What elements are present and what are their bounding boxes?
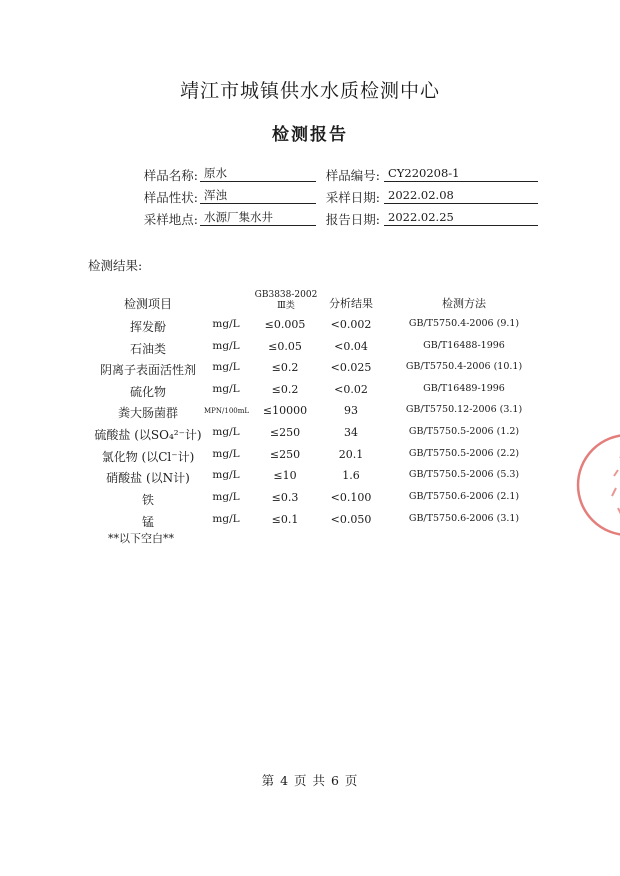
test-method: GB/T5750.6-2006 (3.1)	[408, 513, 520, 524]
table-row	[0, 404, 620, 425]
test-method: GB/T5750.5-2006 (1.2)	[408, 426, 520, 437]
standard-limit: ≤250	[269, 426, 301, 439]
sample-no-value: CY220208-1	[384, 166, 538, 182]
item-name: 挥发酚	[129, 320, 166, 334]
item-name: 硝酸盐 (以N计)	[106, 471, 190, 485]
standard-limit: ≤0.2	[271, 361, 299, 374]
sample-name-label: 样品名称:	[143, 168, 198, 183]
standard-line-1: GB3838-2002	[254, 290, 318, 300]
item-name: 硫化物	[129, 385, 166, 399]
item-name: 硫酸盐 (以SO₄²⁻计)	[94, 428, 202, 442]
sampling-site-value: 水源厂集水井	[200, 210, 316, 226]
unit: mg/L	[212, 491, 240, 503]
item-name: 粪大肠菌群	[117, 406, 178, 420]
unit: mg/L	[212, 426, 240, 438]
report-date-value: 2022.02.25	[384, 210, 538, 226]
item-name: 锰	[141, 515, 154, 529]
page-number: 第 4 页 共 6 页	[261, 773, 359, 788]
analysis-result: <0.04	[334, 340, 368, 353]
standard-line-2: Ⅲ类	[277, 301, 295, 311]
unit: mg/L	[212, 318, 240, 330]
unit: mg/L	[212, 448, 240, 460]
standard-limit: ≤0.2	[271, 383, 299, 396]
sampling-date-value: 2022.02.08	[384, 188, 538, 204]
item-name: 氯化物 (以Cl⁻计)	[101, 450, 195, 464]
analysis-result: 20.1	[338, 448, 364, 461]
item-name: 石油类	[129, 342, 166, 356]
analysis-result: <0.002	[330, 318, 372, 331]
seal-stamp	[568, 430, 620, 540]
table-row	[0, 340, 620, 361]
standard-limit: ≤0.3	[271, 491, 299, 504]
item-name: 铁	[141, 493, 154, 507]
test-method: GB/T5750.6-2006 (2.1)	[408, 491, 520, 502]
results-section-label: 检测结果:	[88, 258, 143, 273]
table-row	[0, 318, 620, 339]
analysis-result: <0.050	[330, 513, 372, 526]
column-header-standard	[248, 290, 324, 312]
sample-trait-value: 浑浊	[200, 188, 316, 204]
report-date-label: 报告日期:	[325, 212, 380, 227]
unit: mg/L	[212, 340, 240, 352]
standard-limit: ≤0.1	[271, 513, 299, 526]
standard-limit: ≤10000	[262, 404, 308, 417]
analysis-result: 34	[344, 426, 358, 439]
unit: mg/L	[212, 513, 240, 525]
sampling-date-label: 采样日期:	[325, 190, 380, 205]
table-row	[0, 361, 620, 382]
test-method: GB/T5750.4-2006 (10.1)	[405, 361, 523, 372]
item-name: 阴离子表面活性剂	[99, 363, 196, 377]
test-method: GB/T16489-1996	[423, 383, 505, 394]
table-row	[0, 426, 620, 447]
column-header-method: 检测方法	[442, 297, 486, 310]
test-method: GB/T5750.5-2006 (5.3)	[408, 469, 520, 480]
standard-limit: ≤250	[269, 448, 301, 461]
analysis-result: <0.025	[330, 361, 372, 374]
report-title: 检测报告	[272, 125, 348, 145]
unit: mg/L	[212, 469, 240, 481]
test-method: GB/T5750.12-2006 (3.1)	[405, 404, 523, 415]
table-row	[0, 448, 620, 469]
sampling-site-label: 采样地点:	[143, 212, 198, 227]
analysis-result: 1.6	[342, 469, 360, 482]
table-row	[0, 469, 620, 490]
column-header-item: 检测项目	[123, 297, 172, 311]
unit: mg/L	[212, 383, 240, 395]
table-row	[0, 491, 620, 512]
standard-limit: ≤10	[273, 469, 297, 482]
standard-limit: ≤0.005	[264, 318, 306, 331]
analysis-result: <0.02	[334, 383, 368, 396]
standard-limit: ≤0.05	[268, 340, 302, 353]
test-method: GB/T16488-1996	[423, 340, 505, 351]
test-method: GB/T5750.4-2006 (9.1)	[408, 318, 520, 329]
unit: MPN/100mL	[204, 407, 250, 415]
test-method: GB/T5750.5-2006 (2.2)	[408, 448, 520, 459]
analysis-result: 93	[344, 404, 358, 417]
column-header-result: 分析结果	[329, 297, 373, 310]
sample-no-label: 样品编号:	[325, 168, 380, 183]
analysis-result: <0.100	[330, 491, 372, 504]
end-of-content-note: **以下空白**	[108, 532, 174, 545]
unit: mg/L	[212, 361, 240, 373]
organization-name: 靖江市城镇供水水质检测中心	[179, 80, 440, 102]
sample-name-value: 原水	[200, 166, 316, 182]
table-row	[0, 513, 620, 534]
sample-trait-label: 样品性状:	[143, 190, 198, 205]
table-row	[0, 383, 620, 404]
